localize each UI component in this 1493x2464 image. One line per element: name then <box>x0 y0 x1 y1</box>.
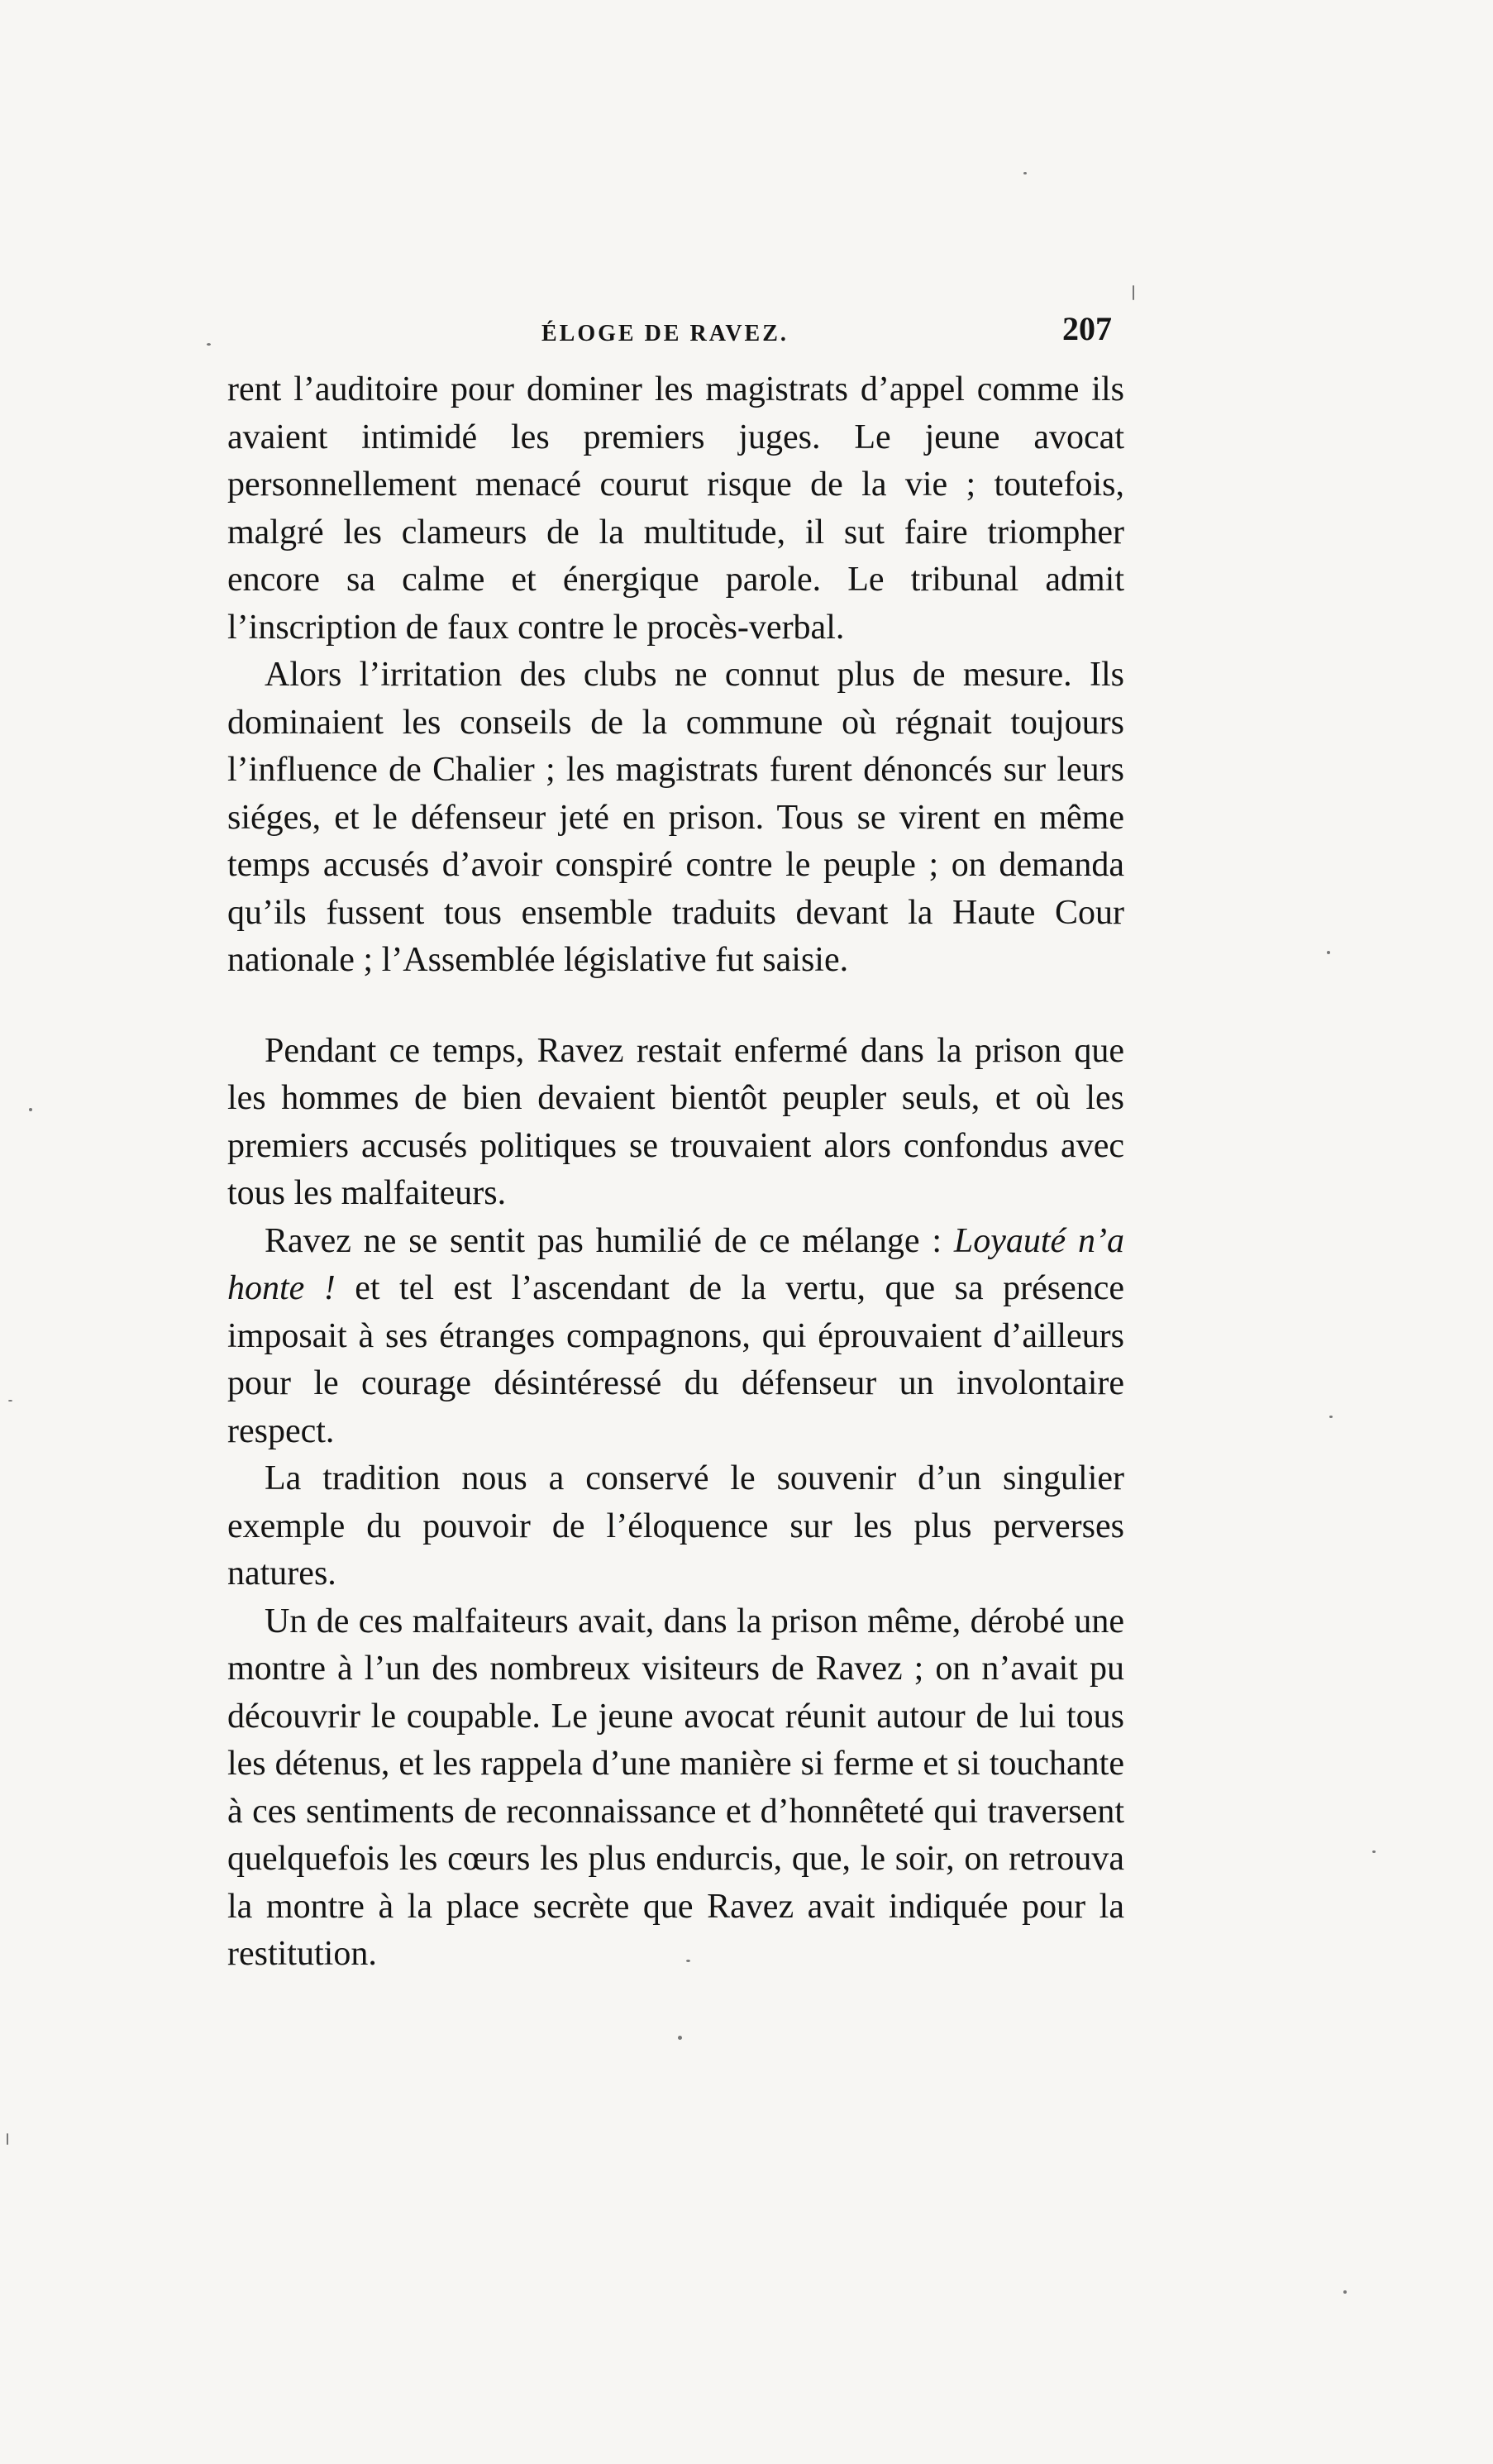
scan-speck <box>207 343 211 346</box>
scan-speck <box>8 1400 12 1402</box>
paragraph-4-start: Ravez ne se sentit pas humilié de ce mélange : <box>265 1221 954 1260</box>
running-head-title: ÉLOGE DE RAVEZ. <box>541 321 789 346</box>
scan-speck <box>7 2133 8 2145</box>
page-number: 207 <box>1062 310 1112 347</box>
paragraph-2: Alors l’irritation des clubs ne connut plus de mesure. Ils dominaient les conseils de la commune où régnait toujours l’influence de Chalier ; les magistrats furent dénoncés sur leurs siéges, et le défenseur jeté en prison. Tous se virent en même temps accusés d’avoir conspiré contre le peuple ; on demanda qu’ils fussent tous ensemble traduits devant la Haute Cour nationale ; l’Assemblée législative fut saisie. <box>227 656 1124 979</box>
motto-italic: Loyauté n’a honte ! <box>227 1221 1124 1307</box>
paragraph-1: rent l’auditoire pour dominer les magistrats d’appel comme ils avaient intimidé les premiers juges. Le jeune avocat personnellement menacé courut risque de la vie ; toutefois, malgré les clameurs de la multitude, il sut faire triompher encore sa calme et énergique parole. Le tribunal admit l’inscription de faux contre le procès-verbal. <box>227 370 1124 647</box>
paragraph-4 <box>227 1218 1124 1456</box>
running-head <box>227 306 1112 356</box>
paragraph-6: Un de ces malfaiteurs avait, dans la prison même, dérobé une montre à l’un des nombreux visiteurs de Ravez ; on n’avait pu découvrir le coupable. Le jeune avocat réunit autour de lui tous les détenus, et les rappela d’une manière si ferme et si touchante à ces sentiments de reconnaissance et d’honnêteté qui traversent quelquefois les cœurs les plus endurcis, que, le soir, on retrouva la montre à la place secrète que Ravez avait indiquée pour la restitution. <box>227 1602 1124 1973</box>
scan-speck <box>29 1108 32 1111</box>
paragraph-4-end: et tel est l’ascendant de la vertu, que sa présence imposait à ses étranges compagnons, qui éprouvaient d’ailleurs pour le courage désintéressé du défenseur un involontaire respect. <box>227 1269 1124 1450</box>
scan-speck <box>678 2036 682 2040</box>
scan-speck <box>1133 285 1134 300</box>
scan-speck <box>1343 2290 1347 2294</box>
scan-speck <box>1327 951 1330 954</box>
scan-speck <box>1329 1416 1333 1418</box>
body-text <box>227 366 1124 1979</box>
paragraph-5: La tradition nous a conservé le souvenir d’un singulier exemple du pouvoir de l’éloquence sur les plus perverses natures. <box>227 1459 1124 1593</box>
scan-speck <box>1372 1850 1376 1853</box>
scan-speck <box>686 1960 690 1962</box>
scan-speck <box>1023 172 1027 174</box>
paragraph-3: Pendant ce temps, Ravez restait enfermé dans la prison que les hommes de bien devaient bientôt peupler seuls, et où les premiers accusés politiques se trouvaient alors confondus avec tous les malfaiteurs. <box>227 1031 1124 1212</box>
section-break <box>227 985 1124 1028</box>
